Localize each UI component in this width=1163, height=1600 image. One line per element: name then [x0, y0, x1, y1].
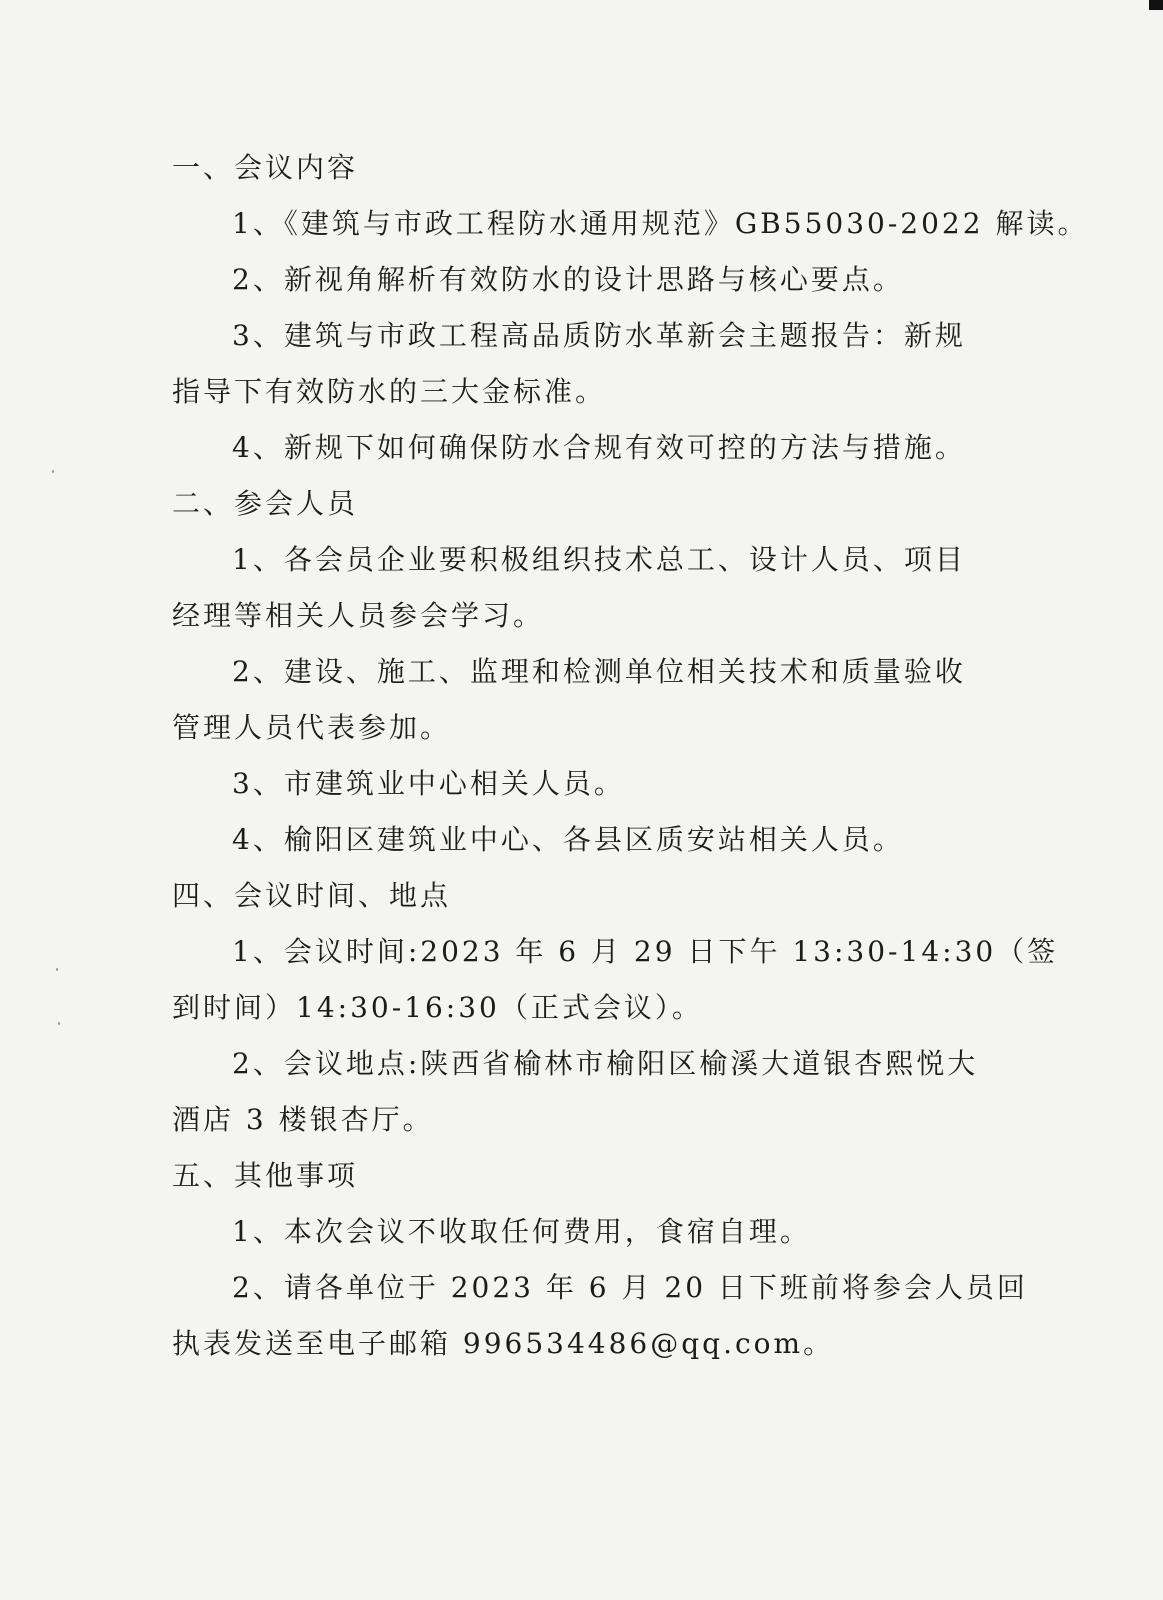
section-heading-meeting-content: 一、会议内容 — [172, 151, 359, 184]
attendee-item-1-continued: 经理等相关人员参会学习。 — [172, 599, 545, 632]
content-item-3: 3、建筑与市政工程高品质防水革新会主题报告：新规 — [232, 319, 966, 352]
other-item-2: 2、请各单位于 2023 年 6 月 20 日下班前将参会人员回 — [232, 1271, 1028, 1304]
section-heading-attendees: 二、参会人员 — [172, 487, 359, 520]
other-item-1: 1、本次会议不收取任何费用，食宿自理。 — [232, 1215, 811, 1248]
section-heading-time-location: 四、会议时间、地点 — [172, 879, 452, 912]
location-item-2-continued: 酒店 3 楼银杏厅。 — [172, 1103, 434, 1136]
content-item-1: 1、《建筑与市政工程防水通用规范》GB55030-2022 解读。 — [232, 207, 1089, 240]
time-item-1: 1、会议时间:2023 年 6 月 29 日下午 13:30-14:30（签 — [232, 935, 1059, 968]
scan-edge-mark — [1149, 0, 1163, 10]
content-item-2: 2、新视角解析有效防水的设计思路与核心要点。 — [232, 263, 904, 296]
attendee-item-2: 2、建设、施工、监理和检测单位相关技术和质量验收 — [232, 655, 966, 688]
scan-speck — [52, 470, 54, 473]
attendee-item-4: 4、榆阳区建筑业中心、各县区质安站相关人员。 — [232, 823, 904, 856]
attendee-item-2-continued: 管理人员代表参加。 — [172, 711, 452, 744]
other-item-2-continued: 执表发送至电子邮箱 996534486@qq.com。 — [172, 1327, 835, 1360]
scan-speck — [56, 968, 58, 971]
attendee-item-3: 3、市建筑业中心相关人员。 — [232, 767, 625, 800]
section-heading-other-matters: 五、其他事项 — [172, 1159, 359, 1192]
scan-speck — [58, 1022, 60, 1025]
location-item-2: 2、会议地点:陕西省榆林市榆阳区榆溪大道银杏熙悦大 — [232, 1047, 979, 1080]
content-item-3-continued: 指导下有效防水的三大金标准。 — [172, 375, 607, 408]
attendee-item-1: 1、各会员企业要积极组织技术总工、设计人员、项目 — [232, 543, 966, 576]
content-item-4: 4、新规下如何确保防水合规有效可控的方法与措施。 — [232, 431, 966, 464]
document-body — [172, 140, 1089, 1372]
time-item-1-continued: 到时间）14:30-16:30（正式会议）。 — [172, 991, 703, 1024]
